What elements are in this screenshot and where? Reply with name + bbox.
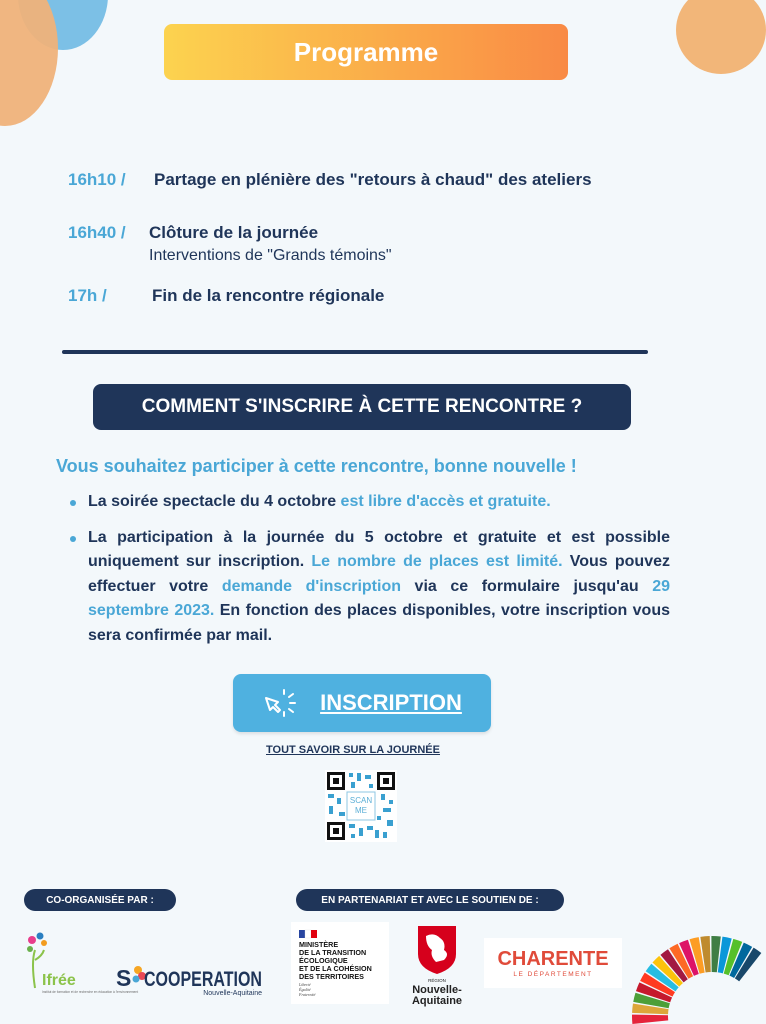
qr-scan-text: SCAN: [349, 796, 373, 805]
region-small: RÉGION: [428, 978, 446, 983]
nouvelle-aquitaine-logo: [404, 924, 470, 1008]
bullet-text: Vous pouvez effectuer votre: [88, 553, 671, 595]
socoop-prefix: S: [116, 965, 132, 991]
programme-banner: Programme: [164, 24, 568, 80]
decor-circle-orange: [0, 0, 58, 126]
sdg-wheel-decor: [624, 928, 724, 1024]
bullet-dot: [70, 536, 76, 542]
socoop-main: COOPERATION: [144, 968, 262, 991]
bullet-highlight: Le nombre de places est limité.: [311, 553, 563, 570]
info-link[interactable]: TOUT SAVOIR SUR LA JOURNÉE: [266, 744, 440, 756]
ministere-line: DE LA TRANSITION: [299, 948, 367, 957]
list-item: [70, 526, 670, 649]
intro-text: Vous souhaitez participer à cette rencontre, bonne nouvelle !: [56, 456, 577, 476]
schedule-title: Clôture de la journée: [149, 223, 319, 242]
bullet-dot: [70, 500, 76, 506]
socooperation-logo: [116, 962, 266, 1003]
inscription-heading: COMMENT S'INSCRIRE À CETTE RENCONTRE ?: [93, 384, 631, 430]
sdg-wheel-segment: [632, 1015, 668, 1024]
inscription-label: INSCRIPTION: [320, 690, 462, 715]
bullet-text: La soirée spectacle du 4 octobre: [88, 493, 341, 510]
ministere-line: DES TERRITOIRES: [299, 972, 364, 981]
bullet-highlight: est libre d'accès et gratuite.: [340, 493, 551, 510]
qr-me-text: ME: [355, 806, 367, 815]
co-organisee-label: CO-ORGANISÉE PAR :: [24, 889, 176, 911]
ministere-line: ÉCOLOGIQUE: [299, 956, 348, 965]
bullet-highlight: 29 septembre 2023.: [88, 577, 671, 619]
bullet-text: via ce formulaire jusqu'au: [401, 577, 653, 595]
schedule-title: Fin de la rencontre régionale: [152, 286, 385, 305]
schedule-title: Partage en plénière des "retours à chaud" des ateliers: [154, 170, 592, 189]
socoop-sub: Nouvelle-Aquitaine: [203, 990, 262, 997]
ministere-motto: Égalité: [299, 987, 311, 992]
region-name: Aquitaine: [411, 995, 463, 1007]
ifree-logo-mark: [22, 930, 139, 998]
qr-code[interactable]: [325, 770, 397, 842]
list-item: [70, 490, 670, 515]
form-link[interactable]: demande d'inscription: [221, 577, 401, 595]
partenariat-label: EN PARTENARIAT ET AVEC LE SOUTIEN DE :: [296, 889, 564, 911]
click-icon: [262, 688, 302, 718]
charente-logo-mark: [484, 938, 622, 988]
schedule-time: 17h /: [68, 286, 107, 305]
schedule-time: 16h10 /: [68, 170, 126, 189]
bullet-text: En fonction des places disponibles, votre inscription vous sera confirmée par mail.: [88, 602, 671, 644]
ministere-line: MINISTÈRE: [299, 940, 339, 949]
decor-circle-orange-right: [676, 0, 766, 74]
region-name: Nouvelle-: [412, 984, 462, 996]
socooperation-logo-mark: [116, 962, 266, 998]
ministere-motto: Liberté: [299, 982, 311, 987]
ministere-logo-mark: [291, 922, 389, 1004]
ministere-line: ET DE LA COHÉSION: [299, 964, 372, 973]
bullet-text: La participation à la journée du 5 octobre et gratuite et est possible uniquement sur inscription.: [88, 528, 670, 570]
schedule-subtitle: Interventions de "Grands témoins": [149, 247, 392, 264]
nouvelle-aquitaine-logo-mark: [404, 924, 470, 1008]
inscription-button[interactable]: [233, 674, 491, 732]
charente-name: CHARENTE: [497, 948, 609, 970]
ifree-name: Ifrée: [42, 972, 76, 989]
info-list: [70, 490, 670, 659]
charente-logo: [484, 938, 622, 988]
section-divider: [62, 350, 648, 354]
charente-sub: LE DÉPARTEMENT: [513, 971, 593, 978]
ifree-tagline: Institut de formation et de recherche en éducation à l'environnement: [42, 990, 139, 994]
ministere-motto: Fraternité: [299, 992, 316, 997]
qr-code-graphic: [325, 770, 397, 842]
ifree-logo: [22, 930, 139, 998]
ministere-logo: [291, 922, 389, 1004]
schedule-time: 16h40 /: [68, 223, 126, 242]
